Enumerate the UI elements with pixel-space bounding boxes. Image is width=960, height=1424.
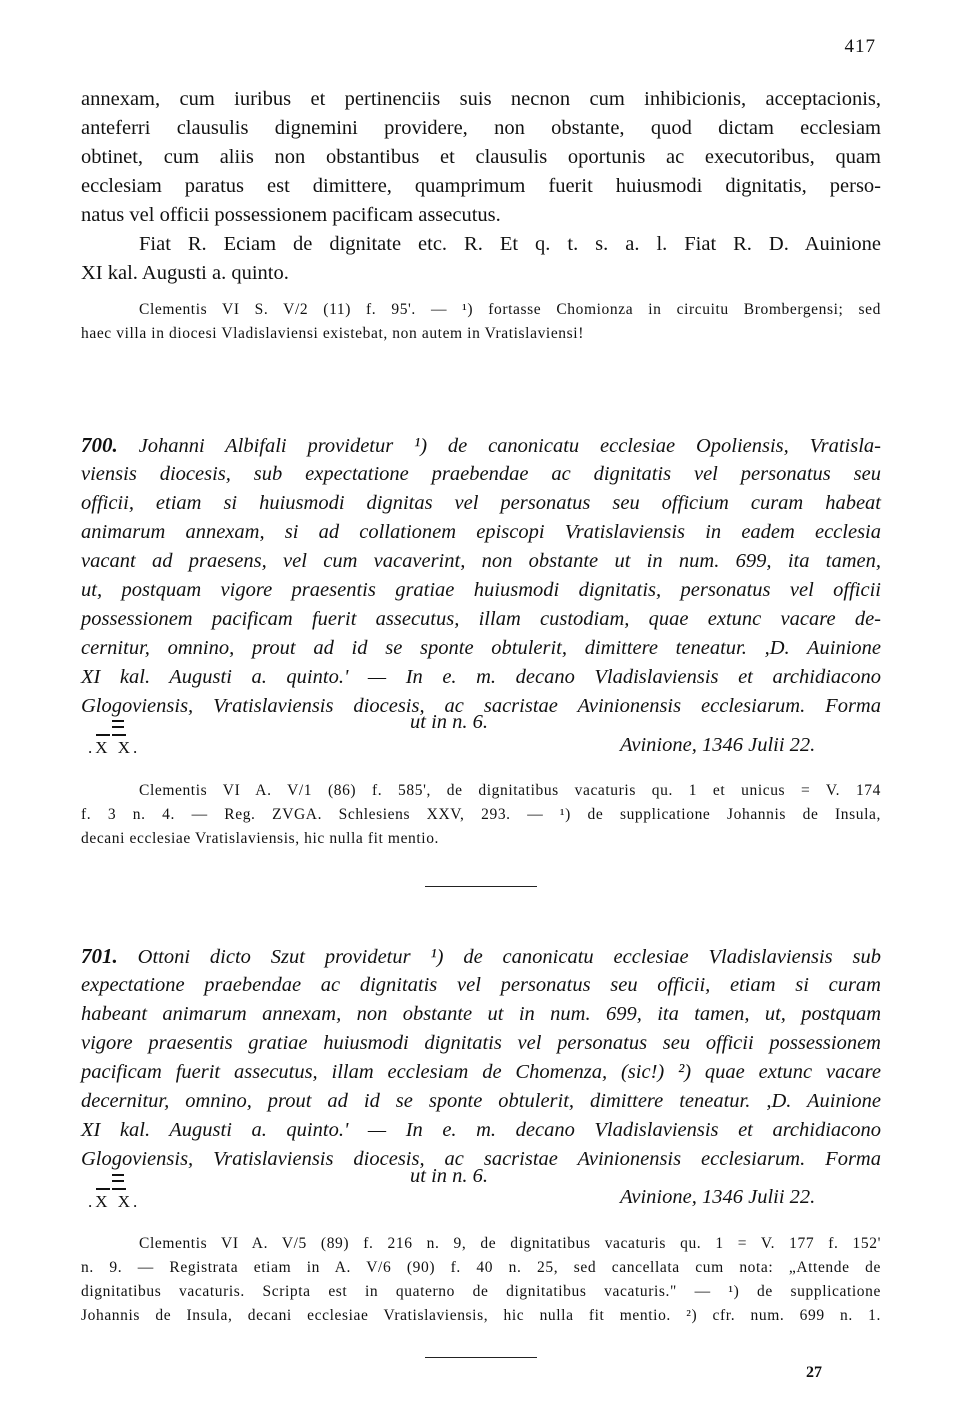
page-number: 417 — [844, 36, 876, 57]
text-line: ecclesiam paratus est dimittere, quamprimum fuerit huiusmodi dignitatis, perso- — [81, 175, 881, 197]
sigla-mark — [88, 716, 188, 766]
entry-line: vacant ad praesens, vel cum vacaverint, non obstante ut in num. 699, ita tamen, — [81, 550, 881, 572]
footnote-line: Clementis VI A. V/1 (86) f. 585', de dignitatibus vacaturis qu. 1 et unicus = V. 174 — [139, 782, 881, 799]
sigla-text: .X X. — [88, 1192, 141, 1211]
footnote-line: Johannis de Insula, decani ecclesiae Vratislaviensis, hic nulla fit mentio. ²) cfr. num. 699 n. 1. — [81, 1307, 881, 1324]
fiat-line: Fiat R. Eciam de dignitate etc. R. Et q. t. s. a. l. Fiat R. D. Auinione — [139, 233, 881, 255]
section-divider — [425, 1357, 537, 1358]
date-line: XI kal. Augusti a. quinto. — [81, 262, 289, 284]
entry-line: habeant animarum annexam, non obstante ut in num. 699, ita tamen, ut, postquam — [81, 1003, 881, 1025]
entry-line: expectatione praebendae ac dignitatis vel personatus seu officii, etiam si curam — [81, 974, 881, 996]
entry-700-first-line — [81, 431, 881, 461]
section-divider — [425, 886, 537, 887]
sigla-text: .X X. — [88, 738, 141, 757]
ut-in-reference: ut in n. 6. — [410, 711, 489, 733]
entry-number: 700. — [81, 433, 118, 457]
entry-line: Glogoviensis, Vratislaviensis diocesis, ac sacristae Avinionensis ecclesiarum. Forma — [81, 1148, 881, 1170]
entry-line: decernitur, omnino, prout ad id se sponte obtulerit, dimittere teneatur. ,D. Auinione — [81, 1090, 881, 1112]
entry-line: cernitur, omnino, prout ad id se sponte obtulerit, dimittere teneatur. ,D. Auinione — [81, 637, 881, 659]
entry-line: XI kal. Augusti a. quinto.' — In e. m. decano Vladislaviensis et archidiacono — [81, 666, 881, 688]
footnote-line: dignitatibus vacaturis. Scripta est in quaterno de dignitatibus vacaturis." — ¹) de supplicatione — [81, 1283, 881, 1300]
text-line: obtinet, cum aliis non obstantibus et clausulis oportunis ac executoribus, quam — [81, 146, 881, 168]
entry-line: viensis diocesis, sub expectatione praebendae ac dignitatis vel personatus seu — [81, 463, 881, 485]
entry-line: possessionem pacificam fuerit assecutus, illam custodiam, quae extunc vacare de- — [81, 608, 881, 630]
text-line: anteferri clausulis dignemini providere, non obstante, quod dictam ecclesiam — [81, 117, 881, 139]
entry-line: pacificam fuerit assecutus, illam ecclesiam de Chomenza, (sic!) ²) quae extunc vacare — [81, 1061, 881, 1083]
entry-701-first-line — [81, 942, 881, 972]
place-date: Avinione, 1346 Julii 22. — [620, 1186, 816, 1208]
entry-heading: Ottoni dicto Szut providetur ¹) de canonicatu ecclesiae Vladislaviensis sub — [137, 946, 882, 968]
signature-number: 27 — [806, 1364, 822, 1381]
text-line: annexam, cum iuribus et pertinenciis suis necnon cum inhibicionis, acceptacionis, — [81, 88, 881, 110]
footnote-line: Clementis VI A. V/5 (89) f. 216 n. 9, de dignitatibus vacaturis qu. 1 = V. 177 f. 152' — [139, 1235, 881, 1252]
ut-in-reference: ut in n. 6. — [410, 1165, 489, 1187]
entry-line: ut, postquam vigore praesentis gratiae huiusmodi dignitatis, personatus vel officii — [81, 579, 881, 601]
footnote-line: decani ecclesiae Vratislaviensis, hic nulla fit mentio. — [81, 830, 440, 847]
entry-line: animarum annexam, si ad collationem episcopi Vratislaviensis in eadem ecclesia — [81, 521, 881, 543]
entry-line: Glogoviensis, Vratislaviensis diocesis, ac sacristae Avinionensis ecclesiarum. Forma — [81, 695, 881, 717]
footnote-line: Clementis VI S. V/2 (11) f. 95'. — ¹) fortasse Chomionza in circuitu Brombergensi; sed — [139, 301, 881, 318]
entry-line: officii, etiam si huiusmodi dignitas vel personatus seu officium curam habeat — [81, 492, 881, 514]
footnote-line: f. 3 n. 4. — Reg. ZVGA. Schlesiens XXV, 293. — ¹) de supplicatione Johannis de Insula, — [81, 806, 881, 823]
entry-heading: Johanni Albifali providetur ¹) de canonicatu ecclesiae Opoliensis, Vratisla- — [138, 435, 882, 457]
place-date: Avinione, 1346 Julii 22. — [620, 734, 816, 756]
entry-line: vigore praesentis gratiae huiusmodi dignitatis vel personatus seu officii possessionem — [81, 1032, 881, 1054]
footnote-line: n. 9. — Registrata etiam in A. V/6 (90) f. 40 n. 25, sed cancellata cum nota: „Attende de — [81, 1259, 881, 1276]
entry-line: XI kal. Augusti a. quinto.' — In e. m. decano Vladislaviensis et archidiacono — [81, 1119, 881, 1141]
entry-number: 701. — [81, 944, 118, 968]
footnote-line: haec villa in diocesi Vladislaviensi existebat, non autem in Vratislaviensi! — [81, 325, 584, 342]
text-line: natus vel officii possessionem pacificam assecutus. — [81, 204, 501, 226]
sigla-mark — [88, 1170, 188, 1220]
